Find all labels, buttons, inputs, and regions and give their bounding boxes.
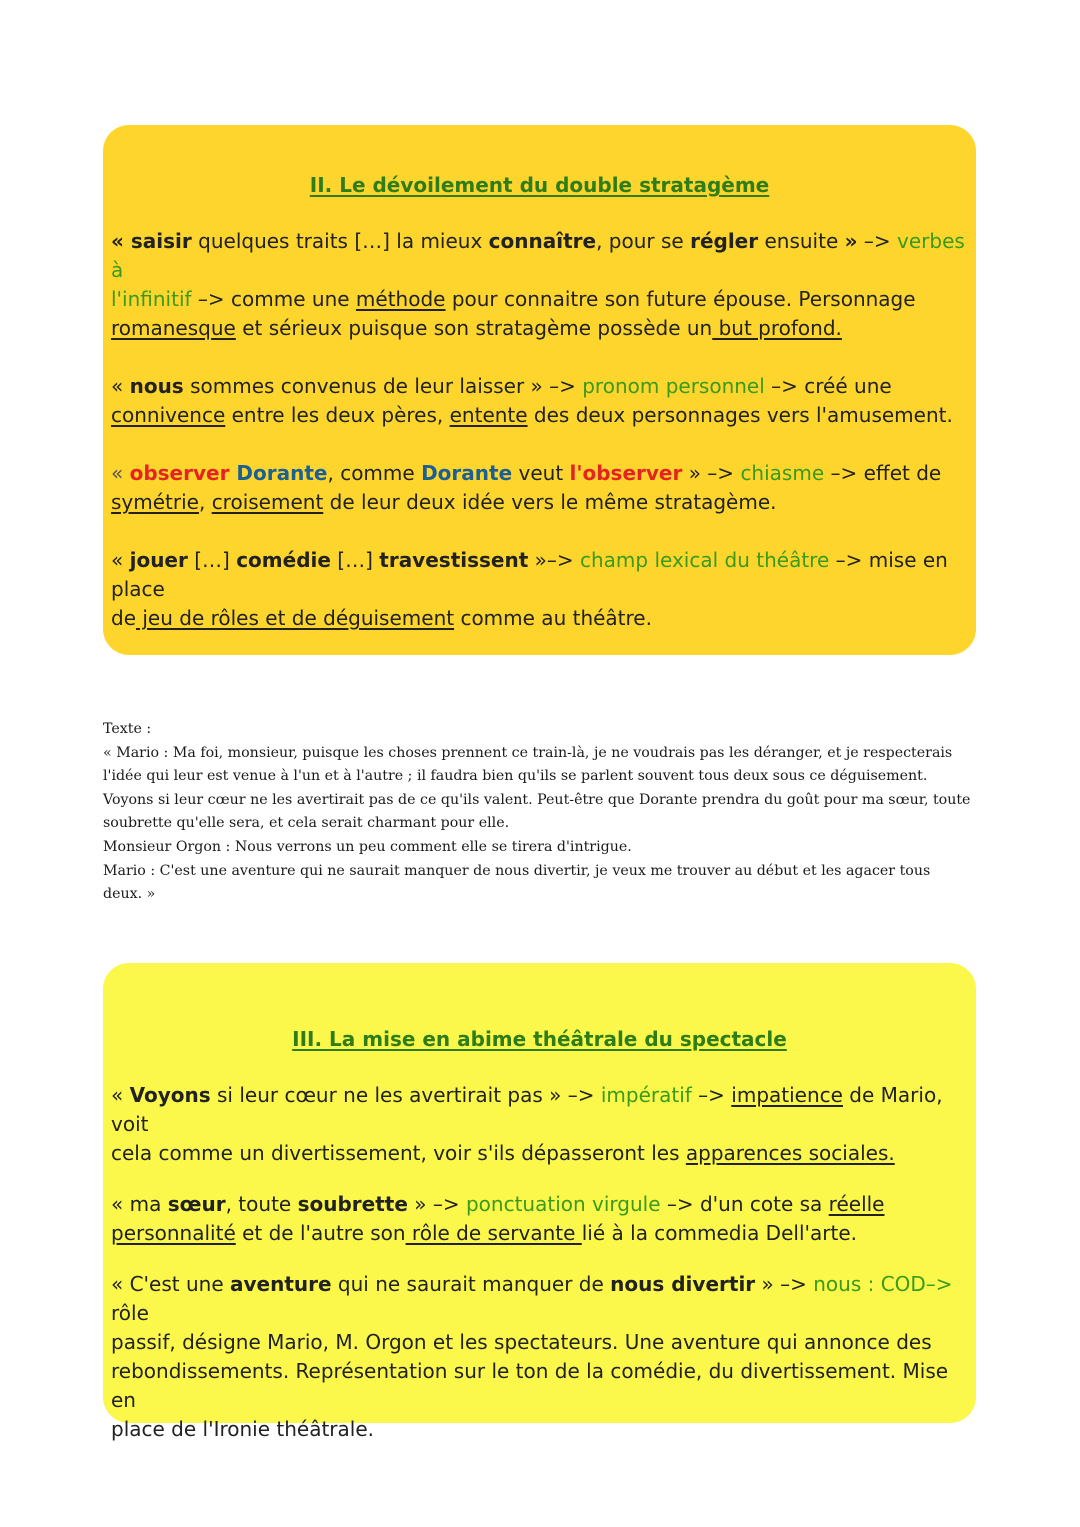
source-text-line: soubrette qu'elle sera, et cela serait charmant pour elle. <box>103 815 510 832</box>
source-text-line: Mario : C'est une aventure qui ne saurait manquer de nous divertir, je veux me trouver au début et les agacer tous <box>103 862 931 879</box>
section-3-card <box>103 963 976 1441</box>
source-text-line: « Mario : Ma foi, monsieur, puisque les choses prennent ce train-là, je ne voudrais pas les déranger, et je respecterais <box>103 744 953 761</box>
source-text-line: Monsieur Orgon : Nous verrons un peu comment elle se tirera d'intrigue. <box>103 838 632 855</box>
section-2-card <box>103 125 976 655</box>
source-text-line: Texte : <box>103 721 152 737</box>
section-2-paragraph-4: « jouer […] comédie […] travestissent »–> champ lexical du théâtre –> mise en place de jeu de rôles et de déguisement comme au théâtre. <box>111 548 948 630</box>
section-2-paragraph-2: « nous sommes convenus de leur laisser » –> pronom personnel –> créé une connivence entre les deux pères, entente des deux personnages vers l'amusement. <box>111 374 953 427</box>
section-3-paragraph-1: « Voyons si leur cœur ne les avertirait pas » –> impératif –> impatience de Mario, voit cela comme un divertissement, voir s'ils dépasseront les apparences sociales. <box>111 1083 943 1165</box>
source-text-line: deux. » <box>103 886 156 903</box>
section-3-title: III. La mise en abime théâtrale du spectacle <box>292 1027 787 1051</box>
section-3-paragraph-3: « C'est une aventure qui ne saurait manquer de nous divertir » –> nous : COD–> rôle passif, désigne Mario, M. Orgon et les spectateurs. Une aventure qui annonce des rebondissements. Représentation sur le ton de la comédie, du divertissement. Mise en place de l'Ironie théâtrale. <box>111 1272 953 1441</box>
section-2-paragraph-1: « saisir quelques traits […] la mieux connaître, pour se régler ensuite » –> verbes à l'infinitif –> comme une méthode pour connaitre son future épouse. Personnage romanesque et sérieux puisque son stratagème possède un but profond. <box>111 229 965 340</box>
source-text-line: Voyons si leur cœur ne les avertirait pas de ce qu'ils valent. Peut-être que Dorante prendra du goût pour ma sœur, toute <box>103 791 971 808</box>
section-2-title: II. Le dévoilement du double stratagème <box>309 173 770 197</box>
source-text <box>103 718 983 907</box>
source-text-line: l'idée qui leur est venue à l'un et à l'autre ; il faudra bien qu'ils se parlent souvent tous deux sous ce déguisement. <box>103 768 928 785</box>
section-3-paragraph-2: « ma sœur, toute soubrette » –> ponctuation virgule –> d'un cote sa réelle personnalité et de l'autre son rôle de servante lié à la commedia Dell'arte. <box>111 1192 885 1245</box>
section-2-paragraph-3: « observer Dorante, comme Dorante veut l'observer » –> chiasme –> effet de symétrie, croisement de leur deux idée vers le même stratagème. <box>111 461 942 514</box>
